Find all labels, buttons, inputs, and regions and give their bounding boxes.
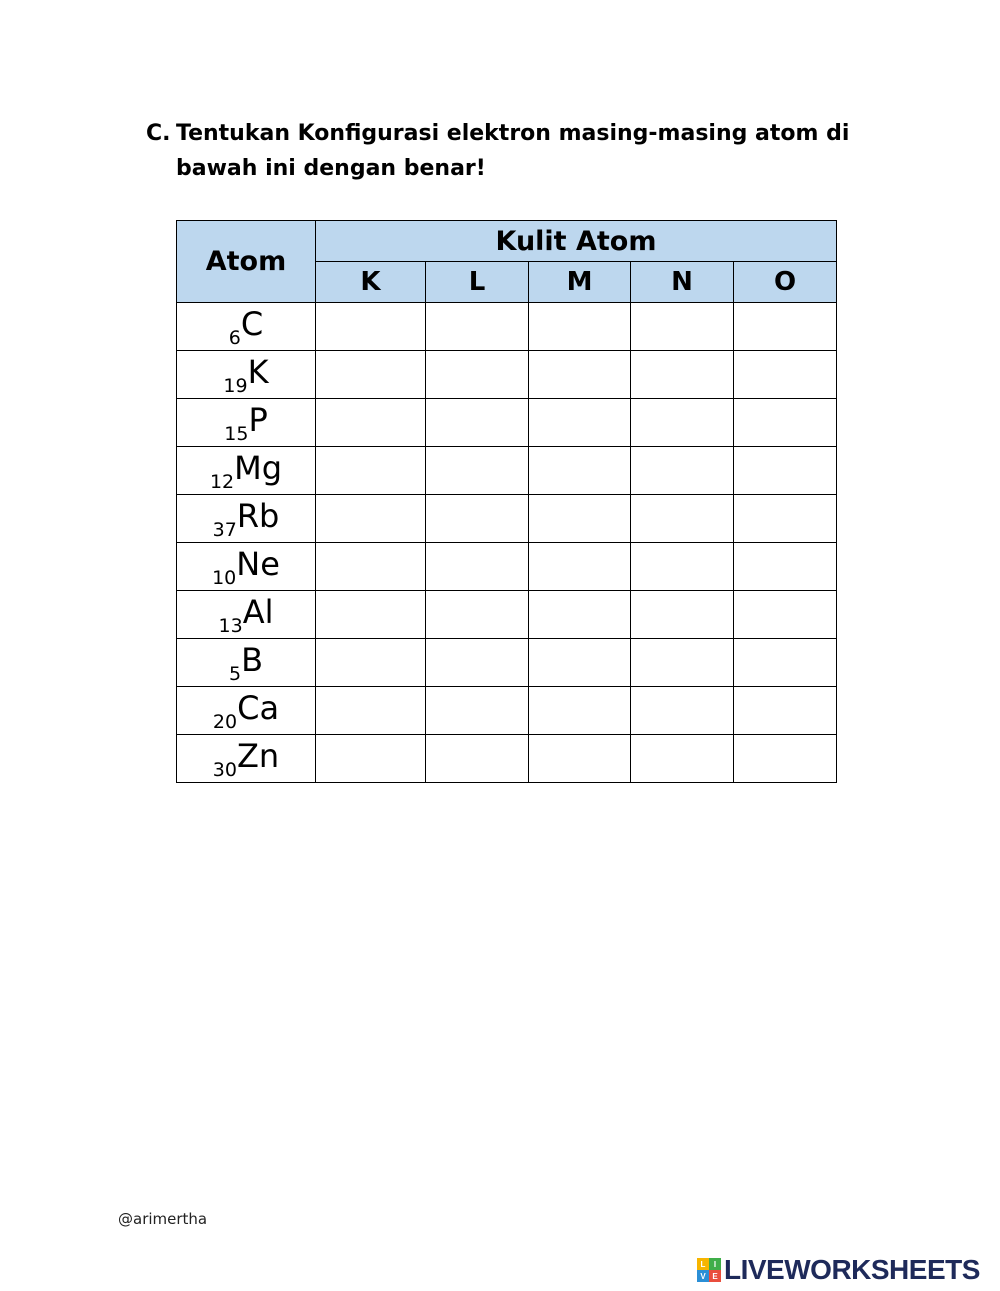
answer-cell-l[interactable]	[426, 591, 529, 639]
atom-cell	[177, 495, 316, 543]
answer-cell-l[interactable]	[426, 495, 529, 543]
answer-cell-n[interactable]	[631, 687, 734, 735]
atom-cell	[177, 735, 316, 783]
atomic-number: 13	[218, 614, 243, 637]
element-symbol: Ne	[236, 544, 280, 583]
atomic-number: 37	[212, 518, 237, 541]
answer-cell-n[interactable]	[631, 639, 734, 687]
table-row	[177, 687, 837, 735]
answer-cell-m[interactable]	[529, 591, 631, 639]
answer-cell-l[interactable]	[426, 639, 529, 687]
instruction	[146, 116, 906, 186]
answer-cell-k[interactable]	[316, 639, 426, 687]
answer-cell-m[interactable]	[529, 543, 631, 591]
answer-cell-m[interactable]	[529, 447, 631, 495]
answer-cell-l[interactable]	[426, 687, 529, 735]
atomic-number: 6	[228, 326, 241, 349]
table-row	[177, 303, 837, 351]
answer-cell-k[interactable]	[316, 303, 426, 351]
answer-cell-o[interactable]	[734, 303, 837, 351]
element-symbol: C	[240, 304, 264, 343]
answer-cell-k[interactable]	[316, 495, 426, 543]
element-symbol: Ca	[237, 688, 280, 727]
atom-cell	[177, 447, 316, 495]
shell-header-n: N	[631, 262, 734, 303]
answer-cell-n[interactable]	[631, 495, 734, 543]
atom-cell	[177, 351, 316, 399]
answer-cell-m[interactable]	[529, 351, 631, 399]
answer-cell-n[interactable]	[631, 399, 734, 447]
answer-cell-k[interactable]	[316, 687, 426, 735]
liveworksheets-logo-icon	[697, 1258, 721, 1282]
atomic-number: 30	[212, 758, 237, 781]
atom-cell	[177, 303, 316, 351]
element-symbol: Al	[242, 592, 274, 631]
electron-configuration-table	[176, 220, 837, 783]
answer-cell-n[interactable]	[631, 543, 734, 591]
element-symbol: Zn	[236, 736, 280, 775]
shell-header-l: L	[426, 262, 529, 303]
shell-header-m: M	[529, 262, 631, 303]
answer-cell-k[interactable]	[316, 399, 426, 447]
answer-cell-o[interactable]	[734, 735, 837, 783]
element-symbol: Mg	[234, 448, 283, 487]
atomic-number: 5	[228, 662, 242, 685]
shell-header-k: K	[316, 262, 426, 303]
answer-cell-o[interactable]	[734, 399, 837, 447]
answer-cell-k[interactable]	[316, 351, 426, 399]
answer-cell-m[interactable]	[529, 687, 631, 735]
atomic-number: 12	[209, 470, 235, 493]
answer-cell-k[interactable]	[316, 543, 426, 591]
table-row	[177, 543, 837, 591]
answer-cell-n[interactable]	[631, 351, 734, 399]
answer-cell-o[interactable]	[734, 543, 837, 591]
answer-cell-o[interactable]	[734, 351, 837, 399]
table-row	[177, 495, 837, 543]
answer-cell-o[interactable]	[734, 687, 837, 735]
answer-cell-m[interactable]	[529, 735, 631, 783]
instruction-text: Tentukan Konfigurasi elektron masing-masing atom di bawah ini dengan benar!	[176, 121, 850, 181]
atomic-number: 19	[223, 374, 248, 397]
table-row	[177, 735, 837, 783]
answer-cell-o[interactable]	[734, 639, 837, 687]
atom-cell	[177, 687, 316, 735]
answer-cell-o[interactable]	[734, 495, 837, 543]
element-symbol: P	[248, 400, 268, 439]
answer-cell-l[interactable]	[426, 303, 529, 351]
answer-cell-l[interactable]	[426, 543, 529, 591]
table-row	[177, 639, 837, 687]
answer-cell-n[interactable]	[631, 303, 734, 351]
atom-cell	[177, 591, 316, 639]
answer-cell-n[interactable]	[631, 735, 734, 783]
atom-cell	[177, 543, 316, 591]
answer-cell-m[interactable]	[529, 399, 631, 447]
atom-cell	[177, 639, 316, 687]
logo-tile: L	[697, 1258, 709, 1270]
table-row	[177, 591, 837, 639]
table-row	[177, 399, 837, 447]
element-symbol: B	[241, 640, 264, 679]
logo-tile: E	[709, 1270, 721, 1282]
answer-cell-k[interactable]	[316, 735, 426, 783]
logo-tile: V	[697, 1270, 709, 1282]
answer-cell-l[interactable]	[426, 399, 529, 447]
answer-cell-k[interactable]	[316, 447, 426, 495]
answer-cell-l[interactable]	[426, 735, 529, 783]
element-symbol: Rb	[236, 496, 280, 535]
atomic-number: 10	[212, 566, 237, 589]
atom-cell	[177, 399, 316, 447]
answer-cell-m[interactable]	[529, 303, 631, 351]
answer-cell-l[interactable]	[426, 351, 529, 399]
answer-cell-o[interactable]	[734, 447, 837, 495]
answer-cell-k[interactable]	[316, 591, 426, 639]
brand-name: LIVEWORKSHEETS	[724, 1254, 980, 1285]
answer-cell-o[interactable]	[734, 591, 837, 639]
logo-tile: I	[709, 1258, 721, 1270]
answer-cell-n[interactable]	[631, 591, 734, 639]
author-credit: @arimertha	[118, 1210, 208, 1228]
answer-cell-m[interactable]	[529, 639, 631, 687]
element-symbol: K	[247, 352, 269, 391]
answer-cell-l[interactable]	[426, 447, 529, 495]
table-row	[177, 447, 837, 495]
atomic-number: 20	[212, 710, 238, 733]
atomic-number: 15	[224, 422, 249, 445]
answer-cell-n[interactable]	[631, 447, 734, 495]
shell-group-header: Kulit Atom	[316, 221, 837, 262]
answer-cell-m[interactable]	[529, 495, 631, 543]
instruction-marker: C.	[146, 121, 171, 146]
table-row	[177, 351, 837, 399]
atom-column-header: Atom	[177, 221, 316, 303]
liveworksheets-brand	[697, 1254, 980, 1286]
shell-header-o: O	[734, 262, 837, 303]
